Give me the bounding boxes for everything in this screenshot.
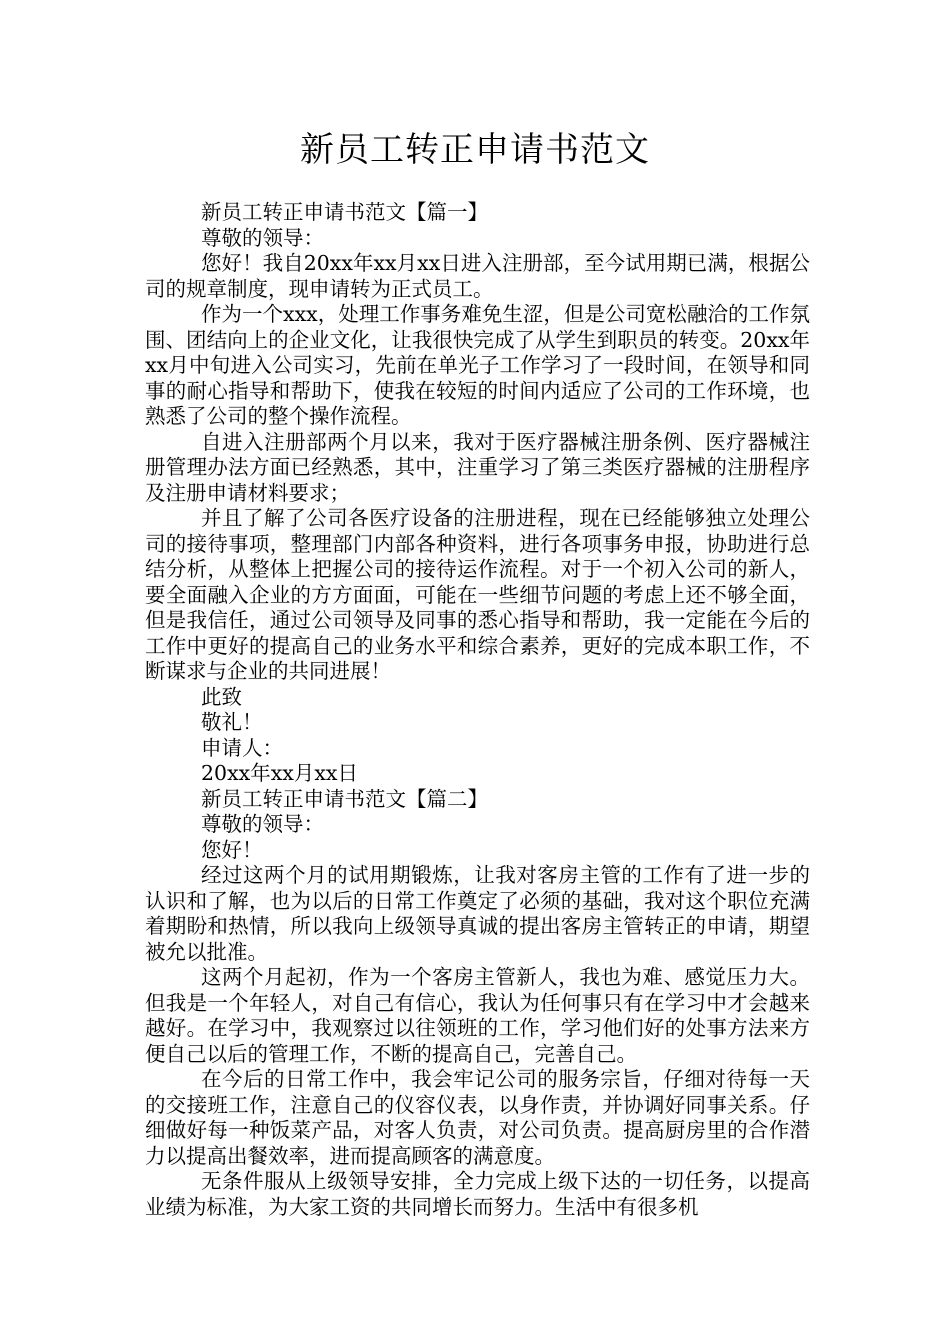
paragraph: 新员工转正申请书范文【篇一】 <box>201 200 488 224</box>
paragraph: 新员工转正申请书范文【篇二】 <box>201 786 488 811</box>
paragraph: 20xx年xx月xx日 <box>201 761 358 785</box>
paragraph: 经过这两个月的试用期锻炼，让我对客房主管的工作有了进一步的认识和了解，也为以后的日常工作奠定了必须的基础，我对这个职位充满着期盼和热情，所以我向上级领导真诚的提出客房主管转正的申请，期望被允以批准。 <box>145 863 810 964</box>
paragraph: 并且了解了公司各医疗设备的注册进程，现在已经能够独立处理公司的接待事项，整理部门内部各种资料，进行各项事务申报，协助进行总结分析，从整体上把握公司的接待运作流程。对于一个初入公司的新人，要全面融入企业的方方面面，可能在一些细节问题的考虑上还不够全面，但是我信任，通过公司领导及同事的悉心指导和帮助，我一定能在今后的工作中更好的提高自己的业务水平和综合素养，更好的完成本职工作，不断谋求与企业的共同进展！ <box>145 506 810 683</box>
document-title: 新员工转正申请书范文 <box>300 130 650 170</box>
paragraph: 这两个月起初，作为一个客房主管新人，我也为难、感觉压力大。但我是一个年轻人，对自己有信心，我认为任何事只有在学习中才会越来越好。在学习中，我观察过以往领班的工作，学习他们好的处事方法来方便自己以后的管理工作，不断的提高自己，完善自己。 <box>145 965 810 1066</box>
paragraph: 您好！我自20xx年xx月xx日进入注册部，至今试用期已满，根据公司的规章制度，现申请转为正式员工。 <box>145 251 810 301</box>
paragraph: 尊敬的领导： <box>201 812 324 836</box>
paragraph: 此致 <box>201 684 242 709</box>
document-body <box>145 200 810 1220</box>
paragraph: 尊敬的领导： <box>201 225 324 250</box>
paragraph: 申请人： <box>201 735 283 760</box>
paragraph: 您好！ <box>201 837 263 862</box>
paragraph: 自进入注册部两个月以来，我对于医疗器械注册条例、医疗器械注册管理办法方面已经熟悉，其中，注重学习了第三类医疗器械的注册程序及注册申请材料要求； <box>145 429 810 505</box>
paragraph: 无条件服从上级领导安排，全力完成上级下达的一切任务，以提高业绩为标准，为大家工资的共同增长而努力。生活中有很多机 <box>145 1169 810 1219</box>
paragraph: 敬礼！ <box>201 710 263 734</box>
paragraph: 作为一个xxx，处理工作事务难免生涩，但是公司宽松融洽的工作氛围、团结向上的企业文化，让我很快完成了从学生到职员的转变。20xx年xx月中旬进入公司实习，先前在单光子工作学习了一段时间，在领导和同事的耐心指导和帮助下，使我在较短的时间内适应了公司的工作环境，也熟悉了公司的整个操作流程。 <box>145 302 810 428</box>
paragraph: 在今后的日常工作中，我会牢记公司的服务宗旨，仔细对待每一天的交接班工作，注意自己的仪容仪表，以身作责，并协调好同事关系。仔细做好每一种饭菜产品，对客人负责，对公司负责。提高厨房里的合作潜力以提高出餐效率，进而提高顾客的满意度。 <box>145 1067 810 1168</box>
